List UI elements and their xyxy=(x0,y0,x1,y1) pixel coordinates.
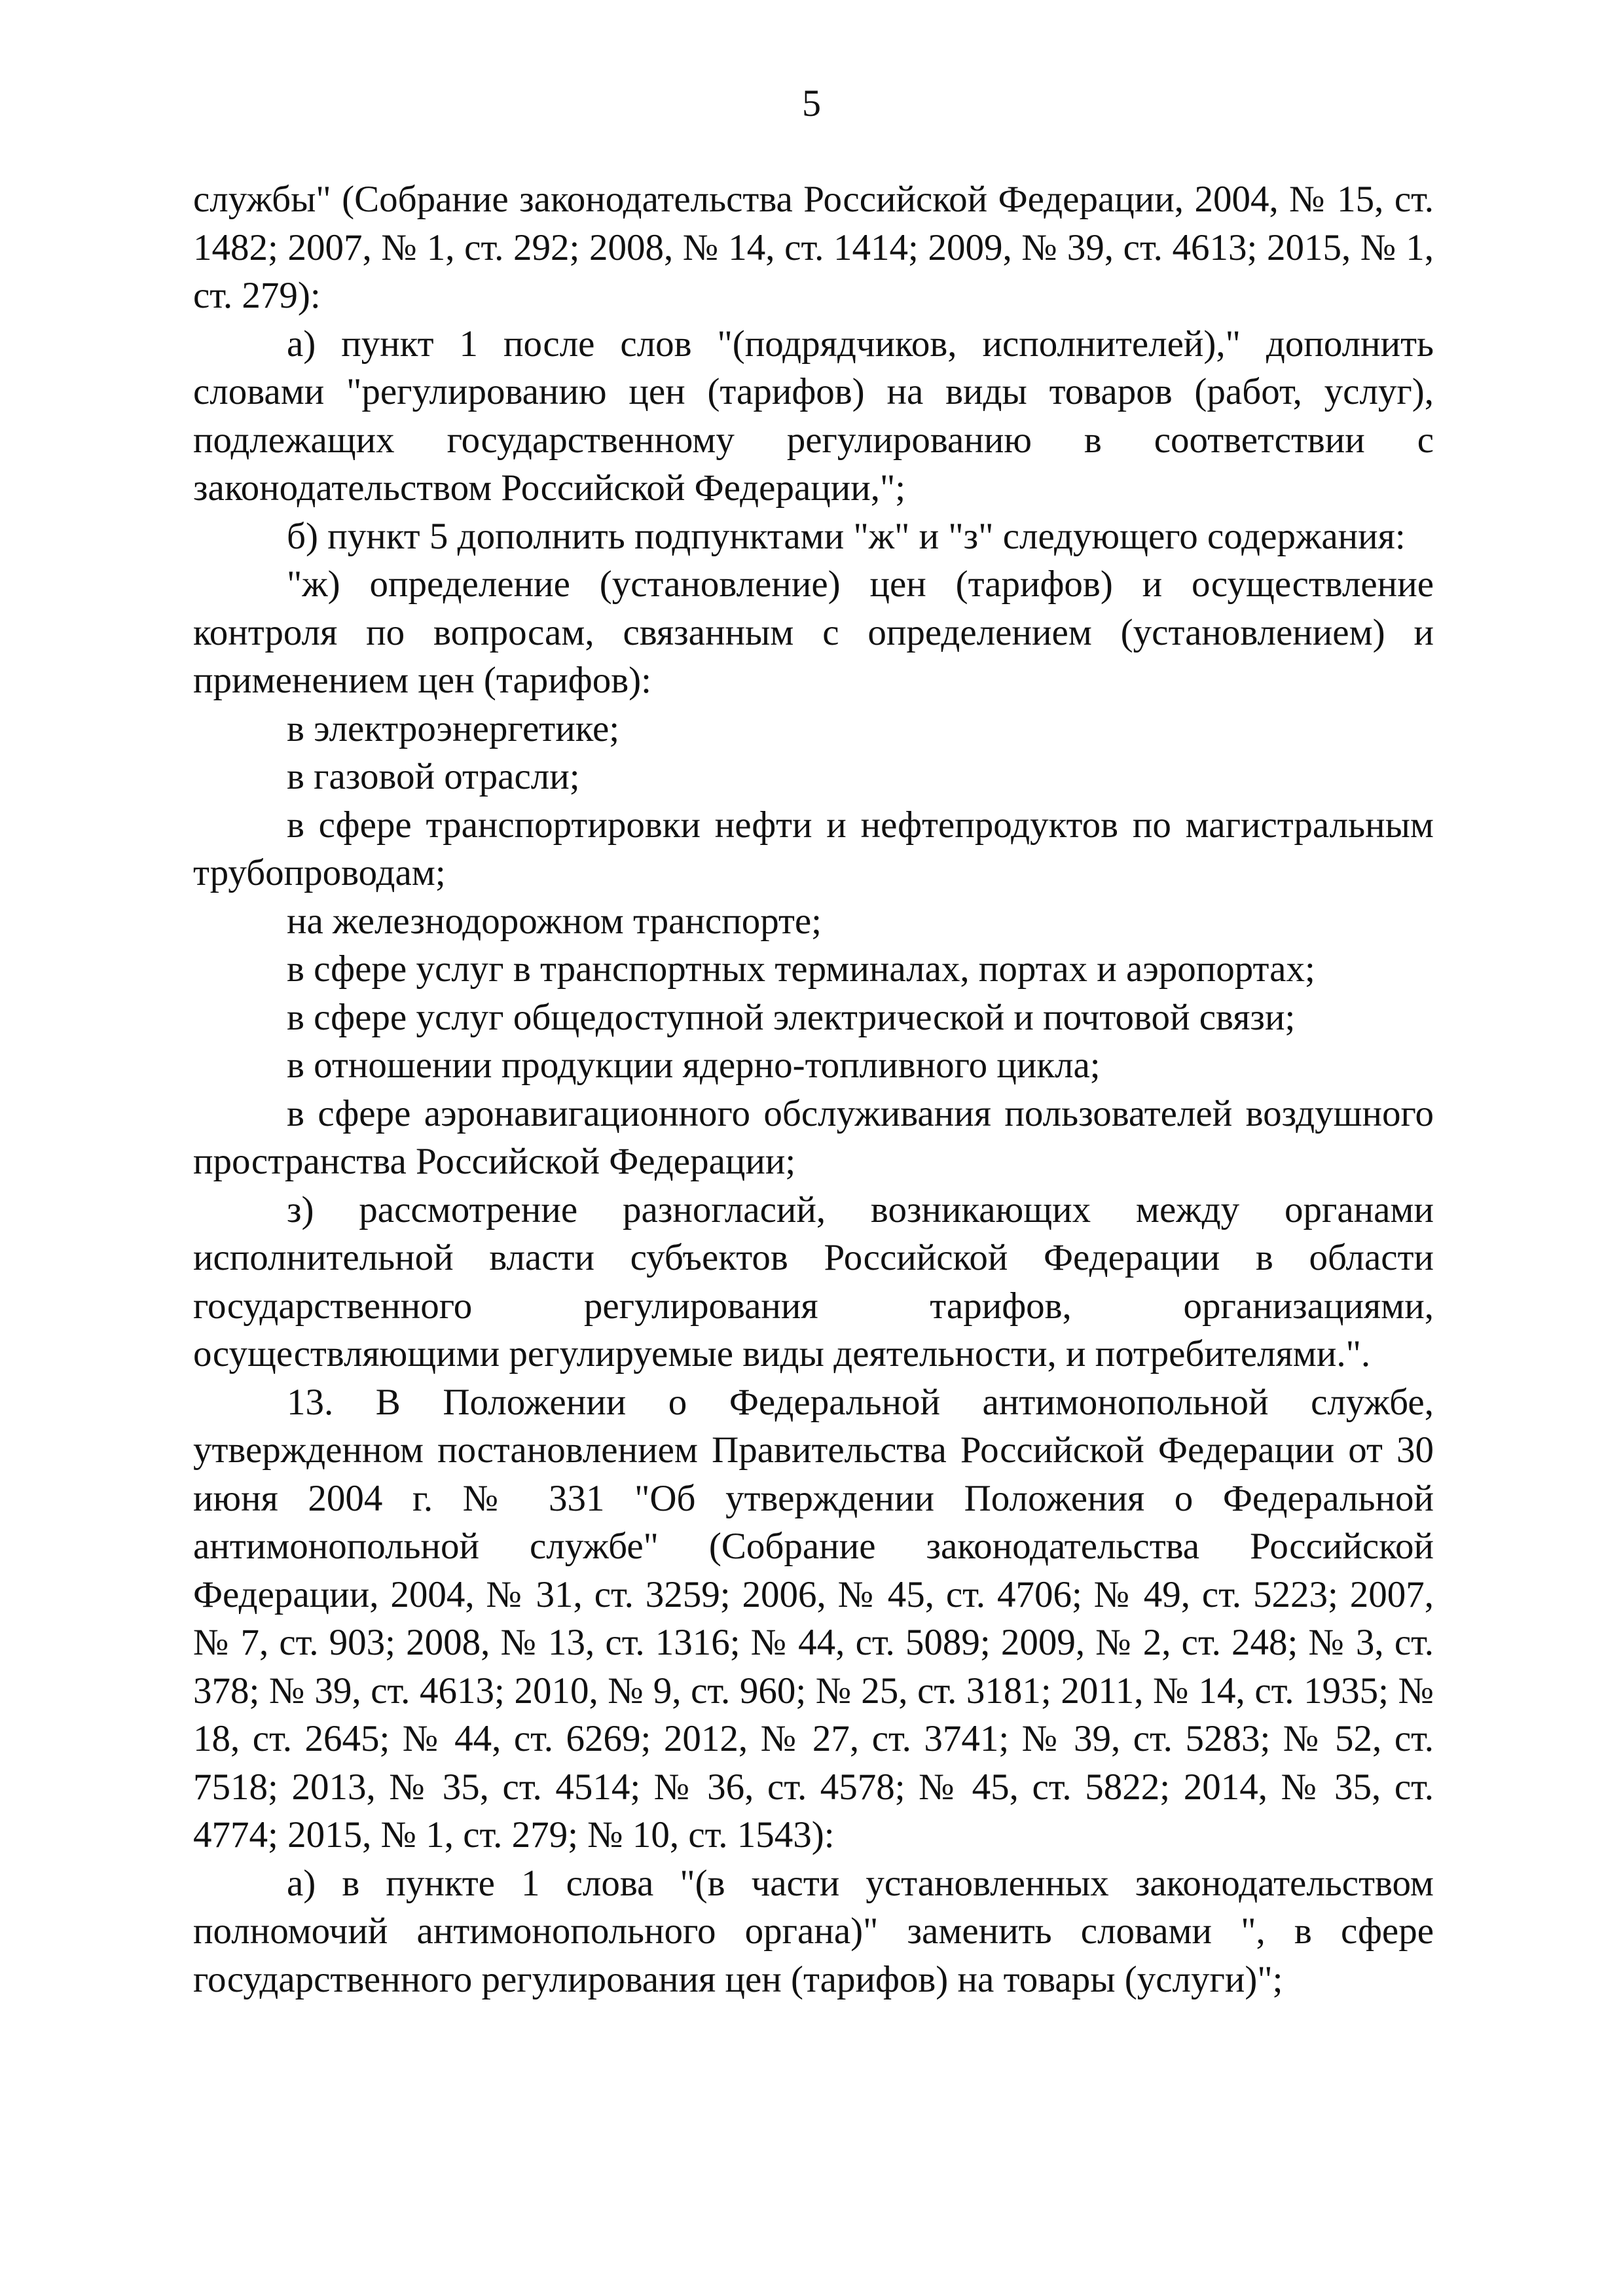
list-item-oil-pipelines: в сфере транспортировки нефти и нефтепродуктов по магистральным трубопроводам; xyxy=(193,804,1434,893)
paragraph-item-13-a: а) в пункте 1 слова "(в части установленных законодательством полномочий антимонопольного органа)" заменить словами ", в сфере государственного регулирования цен (тарифов) на товары (услуги)"; xyxy=(193,1862,1434,2000)
list-item-air-navigation: в сфере аэронавигационного обслуживания пользователей воздушного пространства Российской Федерации; xyxy=(193,1092,1434,1182)
paragraph-item-13: 13. В Положении о Федеральной антимонопольной службе, утвержденном постановлением Правительства Российской Федерации от 30 июня 2004 г. № 331 "Об утверждении Положения о Федеральной антимонопольной службе" (Собрание законодательства Российской Федерации, 2004, № 31, ст. 3259; 2006, № 45, ст. 4706; № 49, ст. 5223; 2007, № 7, ст. 903; 2008, № 13, ст. 1316; № 44, ст. 5089; 2009, № 2, ст. 248; № 3, ст. 378; № 39, ст. 4613; 2010, № 9, ст. 960; № 25, ст. 3181; 2011, № 14, ст. 1935; № 18, ст. 2645; № 44, ст. 6269; 2012, № 27, ст. 3741; № 39, ст. 5283; № 52, ст. 7518; 2013, № 35, ст. 4514; № 36, ст. 4578; № 45, ст. 5822; 2014, № 35, ст. 4774; 2015, № 1, ст. 279; № 10, ст. 1543): xyxy=(193,1381,1434,1856)
list-item-nuclear: в отношении продукции ядерно-топливного цикла; xyxy=(287,1045,1101,1086)
paragraph-subitem-z: з) рассмотрение разногласий, возникающих между органами исполнительной власти субъектов Российской Федерации в области государственного регулирования тарифов, организациями, осуществляющими регулируемые виды деятельности, и потребителями.". xyxy=(193,1189,1434,1374)
list-item-terminals: в сфере услуг в транспортных терминалах, портах и аэропортах; xyxy=(287,948,1315,990)
list-item-telecom: в сфере услуг общедоступной электрической и почтовой связи; xyxy=(287,996,1296,1038)
paragraph-item-a: а) пункт 1 после слов "(подрядчиков, исполнителей)," дополнить словами "регулированию цен (тарифов) на виды товаров (работ, услуг), подлежащих государственному регулированию в соответствии с законодательством Российской Федерации,"; xyxy=(193,323,1434,509)
page-number: 5 xyxy=(802,82,821,124)
list-item-gas: в газовой отрасли; xyxy=(287,756,580,797)
paragraph-item-b: б) пункт 5 дополнить подпунктами "ж" и "з" следующего содержания: xyxy=(287,515,1406,557)
list-item-electro: в электроэнергетике; xyxy=(287,708,620,749)
document-body xyxy=(193,175,1434,2003)
paragraph-intro-citation: службы" (Собрание законодательства Российской Федерации, 2004, № 15, ст. 1482; 2007, № 1, ст. 292; 2008, № 14, ст. 1414; 2009, № 39, ст. 4613; 2015, № 1, ст. 279): xyxy=(193,179,1434,316)
paragraph-subitem-zh: "ж) определение (установление) цен (тарифов) и осуществление контроля по вопросам, связанным с определением (установлением) и применением цен (тарифов): xyxy=(193,564,1434,701)
list-item-railway: на железнодорожном транспорте; xyxy=(287,900,822,942)
